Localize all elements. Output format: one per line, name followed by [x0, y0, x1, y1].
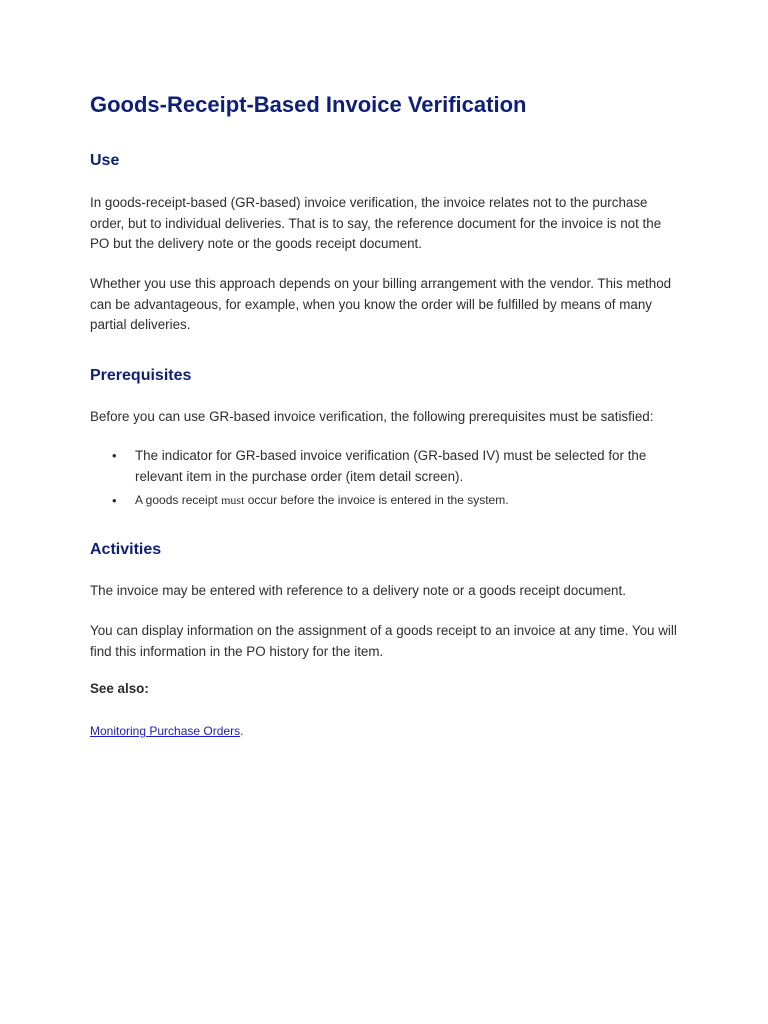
- list-item: [90, 490, 690, 511]
- activities-paragraph-2: You can display information on the assignment of a goods receipt to an invoice at any time. You will find this information in the PO history for the item.: [90, 623, 677, 659]
- activities-paragraph-1: The invoice may be entered with reference to a delivery note or a goods receipt document.: [90, 583, 626, 598]
- see-also-link-line: [90, 724, 243, 738]
- use-paragraph-2: Whether you use this approach depends on your billing arrangement with the vendor. This method can be advantageous, for example, when you know the order will be fulfilled by means of many partial deliveries.: [90, 276, 672, 332]
- use-paragraph-1: In goods-receipt-based (GR-based) invoice verification, the invoice relates not to the purchase order, but to individual deliveries. That is to say, the reference document for the invoice is not the PO but the delivery note or the goods receipt document.: [90, 195, 662, 251]
- prerequisites-list: [90, 445, 690, 511]
- section-heading-use: Use: [90, 152, 120, 169]
- link-suffix: .: [240, 724, 244, 738]
- bullet-icon: •: [112, 493, 117, 508]
- section-heading-prerequisites: Prerequisites: [90, 367, 192, 384]
- bullet-text-start: A goods receipt: [135, 493, 222, 507]
- prerequisites-intro: Before you can use GR-based invoice verification, the following prerequisites must be satisfied:: [90, 409, 654, 424]
- list-item: [90, 445, 690, 487]
- bullet-icon: •: [112, 448, 117, 463]
- bullet-text: The indicator for GR-based invoice verification (GR-based IV) must be selected for the relevant item in the purchase order (item detail screen).: [135, 448, 647, 484]
- bullet-text-end: occur before the invoice is entered in the system.: [244, 493, 509, 507]
- section-heading-activities: Activities: [90, 541, 162, 558]
- bullet-emphasis: must: [221, 493, 245, 507]
- page-title: Goods-Receipt-Based Invoice Verification: [90, 92, 527, 117]
- monitoring-purchase-orders-link[interactable]: Monitoring Purchase Orders: [90, 724, 241, 738]
- see-also-label: See also:: [90, 681, 149, 696]
